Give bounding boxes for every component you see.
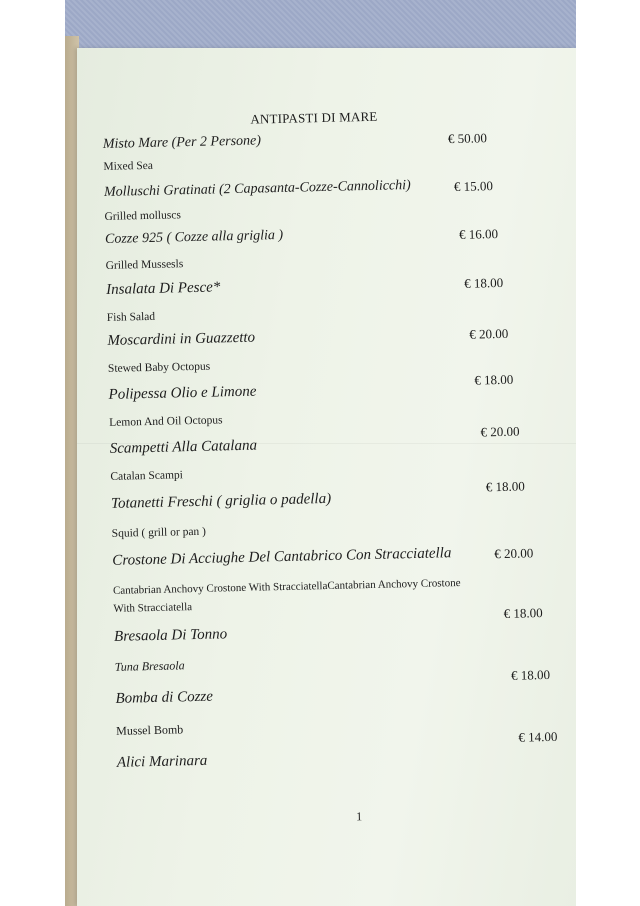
menu-item-price: € 20.00 xyxy=(480,423,520,440)
menu-item xyxy=(108,371,568,429)
menu-item xyxy=(102,127,563,173)
menu-item xyxy=(109,423,570,483)
menu-photo xyxy=(65,0,576,906)
menu-item-name: Cozze 925 ( Cozze alla griglia ) xyxy=(104,227,284,247)
menu-item-description: Squid ( grill or pan ) xyxy=(111,525,207,540)
menu-content xyxy=(102,95,562,824)
menu-item-price: € 18.00 xyxy=(485,478,525,495)
menu-item-price: € 18.00 xyxy=(463,274,504,291)
menu-item-price: € 18.00 xyxy=(510,666,551,683)
menu-item-description: Stewed Baby Octopus xyxy=(107,360,211,375)
menu-item-name: Misto Mare (Per 2 Persone) xyxy=(102,133,262,152)
menu-item-name: Alici Marinara xyxy=(116,752,208,771)
menu-item-description: Cantabrian Anchovy Crostone With StracciatellaCantabrian Anchovy Crostone xyxy=(112,576,461,597)
menu-item-description: Lemon And Oil Octopus xyxy=(109,414,223,429)
menu-item-description: Mussel Bomb xyxy=(116,722,184,738)
menu-item xyxy=(107,323,567,375)
menu-item xyxy=(110,478,571,540)
menu-item xyxy=(103,175,564,223)
menu-item-name: Crostone Di Acciughe Del Cantabrico Con Stracciatella xyxy=(112,545,452,569)
menu-item-name: Bomba di Cozze xyxy=(115,688,214,707)
menu-sheet xyxy=(77,48,576,906)
menu-item-name: Totanetti Freschi ( griglia o padella) xyxy=(110,490,332,512)
menu-item-name: Scampetti Alla Catalana xyxy=(109,437,258,457)
menu-item-price: € 20.00 xyxy=(494,545,534,562)
menu-item-name: Bresaola Di Tonno xyxy=(113,626,228,645)
menu-item-price: € 16.00 xyxy=(458,226,499,242)
menu-item-description: Catalan Scampi xyxy=(110,469,184,483)
menu-item-description: Fish Salad xyxy=(106,310,156,324)
menu-item-price: € 20.00 xyxy=(469,325,509,342)
menu-item-price: € 14.00 xyxy=(518,728,558,745)
menu-item-name: Insalata Di Pesce* xyxy=(106,279,221,298)
menu-item-price: € 18.00 xyxy=(503,605,543,622)
menu-item-description: Grilled Mussesls xyxy=(105,258,184,272)
menu-item-name: Molluschi Gratinati (2 Capasanta-Cozze-Cannolicchi) xyxy=(103,178,411,200)
menu-item-description: Grilled molluscs xyxy=(104,209,182,223)
menu-item-price: € 18.00 xyxy=(474,371,514,388)
menu-item-price: € 50.00 xyxy=(447,130,488,147)
menu-section-title: ANTIPASTI DI MARE xyxy=(250,108,378,127)
menu-item-name: Moscardini in Guazzetto xyxy=(107,329,256,349)
page-number: 1 xyxy=(356,809,363,824)
menu-item-name: Polipessa Olio e Limone xyxy=(108,383,257,403)
menu-item-description: Tuna Bresaola xyxy=(114,658,185,674)
menu-item-description: Mixed Sea xyxy=(103,159,154,173)
menu-item-price: € 15.00 xyxy=(453,178,494,195)
menu-item-description-continued: With Stracciatella xyxy=(113,601,193,615)
